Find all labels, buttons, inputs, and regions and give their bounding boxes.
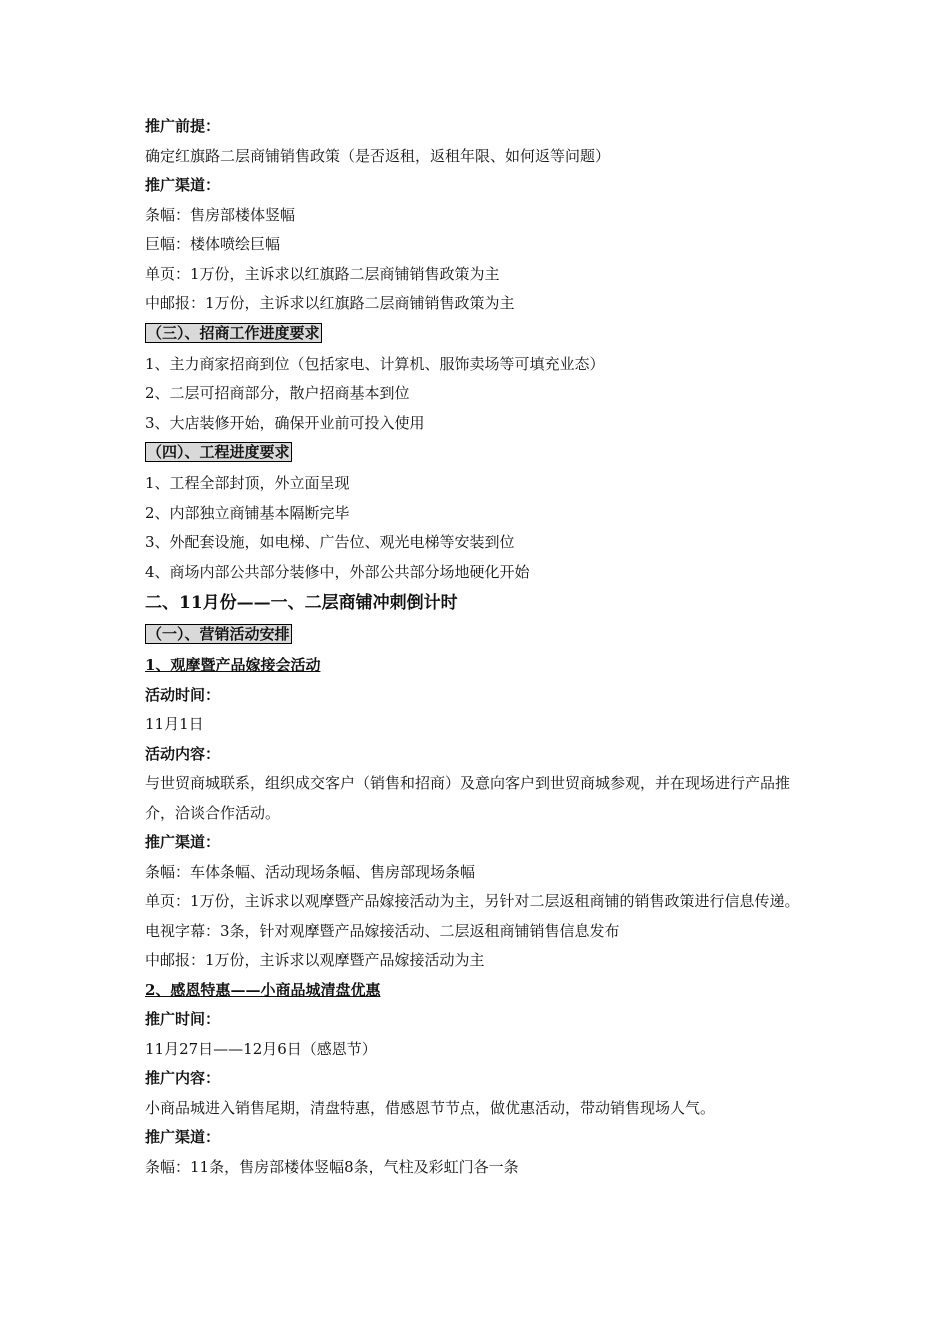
document-page bbox=[145, 112, 815, 1182]
list-item: 4、商场内部公共部分装修中，外部公共部分场地硬化开始 bbox=[145, 562, 530, 581]
list-item: 2、二层可招商部分，散户招商基本到位 bbox=[145, 384, 410, 402]
channel-item: 中邮报：1万份，主诉求以红旗路二层商铺销售政策为主 bbox=[145, 294, 515, 312]
promo-time: 11月27日——12月6日（感恩节） bbox=[145, 1039, 377, 1058]
promo-content-label: 推广内容： bbox=[145, 1069, 221, 1087]
chapter-heading: 二、11月份——一、二层商铺冲刺倒计时 bbox=[145, 593, 458, 613]
section-heading-row bbox=[145, 438, 815, 469]
list-item: 3、大店装修开始，确保开业前可投入使用 bbox=[145, 413, 425, 432]
list-item: 2、内部独立商铺基本隔断完毕 bbox=[145, 503, 350, 522]
channel-item: 中邮报：1万份，主诉求以观摩暨产品嫁接活动为主 bbox=[145, 951, 485, 969]
promo-premise-label: 推广前提： bbox=[145, 117, 221, 135]
activity-title: 2、感恩特惠——小商品城清盘优惠 bbox=[145, 980, 381, 999]
activity-content-label: 活动内容： bbox=[145, 744, 221, 763]
channel-item: 巨幅：楼体喷绘巨幅 bbox=[145, 235, 281, 253]
channel-item: 条幅：11条，售房部楼体竖幅8条，气柱及彩虹门各一条 bbox=[145, 1157, 519, 1176]
list-item: 1、主力商家招商到位（包括家电、计算机、服饰卖场等可填充业态） bbox=[145, 354, 605, 373]
section-heading-engineering: （四）、工程进度要求 bbox=[147, 443, 290, 461]
activity-channel-label: 推广渠道： bbox=[145, 833, 221, 851]
channel-item: 单页：1万份，主诉求以观摩暨产品嫁接活动为主，另针对二层返租商铺的销售政策进行信息传递。 bbox=[145, 892, 800, 910]
channel-item: 条幅：售房部楼体竖幅 bbox=[145, 205, 296, 224]
promo-time-label: 推广时间： bbox=[145, 1010, 221, 1028]
channel-item: 条幅：车体条幅、活动现场条幅、售房部现场条幅 bbox=[145, 862, 476, 881]
channel-item: 单页：1万份，主诉求以红旗路二层商铺销售政策为主 bbox=[145, 264, 500, 283]
activity-time-label: 活动时间： bbox=[145, 685, 221, 704]
activity-time: 11月1日 bbox=[145, 715, 204, 733]
activity-content: 与世贸商城联系，组织成交客户（销售和招商）及意向客户到世贸商城参观，并在现场进行产品推介，洽谈合作活动。 bbox=[145, 774, 791, 822]
section-heading-row bbox=[145, 620, 815, 651]
section-heading-investment: （三）、招商工作进度要求 bbox=[147, 323, 320, 342]
promo-premise-text: 确定红旗路二层商铺销售政策（是否返租，返租年限、如何返等问题） bbox=[145, 146, 611, 165]
activity-title: 1、观摩暨产品嫁接会活动 bbox=[145, 656, 321, 674]
promo-content: 小商品城进入销售尾期，清盘特惠，借感恩节节点，做优惠活动，带动销售现场人气。 bbox=[145, 1098, 716, 1117]
promo-channel-label: 推广渠道： bbox=[145, 1128, 221, 1146]
channel-item: 电视字幕：3条，针对观摩暨产品嫁接活动、二层返租商铺销售信息发布 bbox=[145, 921, 620, 940]
list-item: 3、外配套设施，如电梯、广告位、观光电梯等安装到位 bbox=[145, 533, 515, 551]
section-heading-row bbox=[145, 319, 815, 350]
section-heading-marketing: （一）、营销活动安排 bbox=[147, 625, 290, 643]
list-item: 1、工程全部封顶，外立面呈现 bbox=[145, 474, 350, 492]
promo-channel-label: 推广渠道： bbox=[145, 176, 221, 194]
